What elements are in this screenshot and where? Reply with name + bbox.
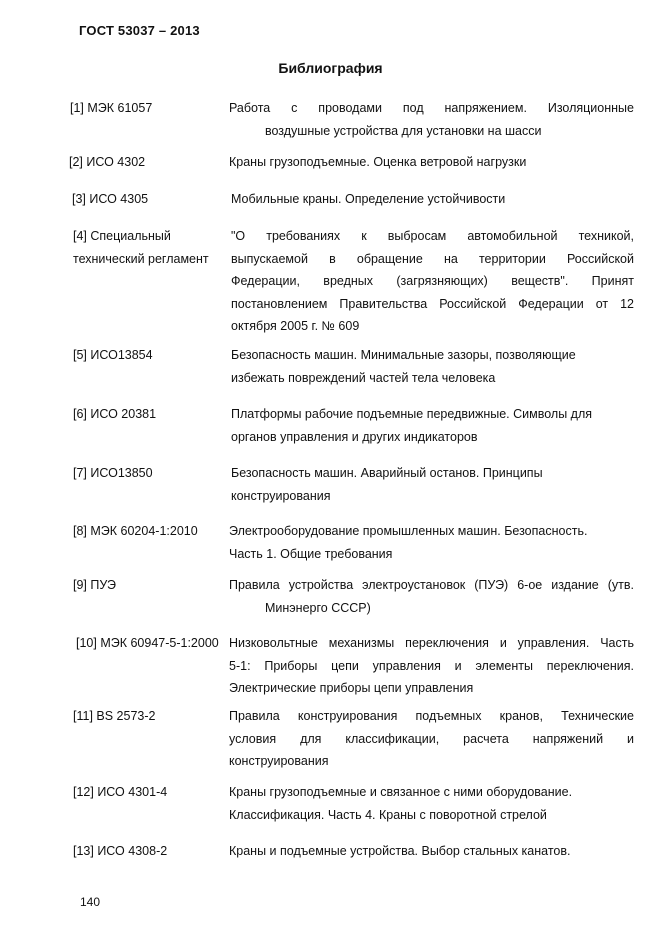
entry-title-line: Платформы рабочие подъемные передвижные. Символы для bbox=[231, 407, 593, 421]
entry-reference bbox=[69, 151, 145, 174]
entry-title-line: выпускаемой в обращение на территории Российской bbox=[231, 251, 634, 266]
entry-reference-line: [4] Специальный bbox=[73, 229, 171, 243]
entry-title bbox=[229, 520, 634, 565]
entry-reference bbox=[73, 781, 167, 804]
entry-reference bbox=[73, 403, 156, 426]
entry-title bbox=[229, 705, 634, 773]
entry-reference bbox=[73, 225, 209, 270]
entry-title bbox=[231, 403, 636, 448]
entry-reference bbox=[76, 632, 219, 655]
entry-title-line: Работа с проводами под напряжением. Изоляционные bbox=[229, 101, 634, 115]
entry-title-line: Краны грузоподъемные. Оценка ветровой нагрузки bbox=[229, 155, 527, 169]
entry-title-line: Краны грузоподъемные и связанное с ними оборудование. bbox=[229, 785, 573, 799]
entry-title-line: "О требованиях к выбросам автомобильной техникой, bbox=[231, 229, 634, 243]
entry-title-line: избежать повреждений частей тела человека bbox=[231, 370, 496, 385]
entry-title-line: условия для классификации, расчета напряжений и bbox=[229, 731, 634, 746]
document-header: ГОСТ 53037 – 2013 bbox=[79, 23, 200, 38]
entry-title-line: Краны и подъемные устройства. Выбор стальных канатов. bbox=[229, 844, 571, 858]
entry-title bbox=[229, 632, 634, 700]
entry-reference bbox=[73, 344, 153, 367]
entry-reference-line: [8] МЭК 60204-1:2010 bbox=[73, 524, 198, 538]
entry-title bbox=[231, 188, 636, 211]
entry-title-line: воздушные устройства для установки на шасси bbox=[265, 123, 542, 138]
entry-title bbox=[231, 344, 636, 389]
entry-reference-line: [9] ПУЭ bbox=[73, 578, 117, 592]
entry-title-line: конструирования bbox=[229, 754, 329, 768]
entry-reference-line: [11] BS 2573-2 bbox=[73, 709, 156, 723]
entry-reference bbox=[73, 520, 198, 543]
entry-reference-line: [7] ИСО13850 bbox=[73, 466, 153, 480]
entry-title-line: Классификация. Часть 4. Краны с поворотной стрелой bbox=[229, 807, 547, 822]
entry-title-line: конструирования bbox=[231, 488, 331, 503]
page-number: 140 bbox=[80, 895, 101, 909]
entry-reference bbox=[72, 188, 148, 211]
entry-reference bbox=[73, 705, 155, 728]
entry-title bbox=[231, 462, 636, 507]
entry-title-line: Федерации, вредных (загрязняющих) веществ". Принят bbox=[231, 274, 634, 288]
entry-reference-line: [1] МЭК 61057 bbox=[70, 101, 153, 115]
entry-title bbox=[229, 151, 634, 174]
entry-title bbox=[229, 840, 634, 863]
entry-title-line: постановлением Правительства Российской Федерации от 12 bbox=[231, 296, 634, 311]
entry-title bbox=[231, 225, 634, 338]
entry-reference-line: [3] ИСО 4305 bbox=[72, 192, 149, 206]
entry-title bbox=[229, 781, 634, 826]
entry-reference-line: [5] ИСО13854 bbox=[73, 348, 153, 362]
entry-title-line: Низковольтные механизмы переключения и управления. Часть bbox=[229, 636, 634, 650]
entry-reference-line: [10] МЭК 60947-5-1:2000 bbox=[76, 636, 219, 650]
entry-title-line: Мобильные краны. Определение устойчивости bbox=[231, 192, 506, 206]
entry-title-line: Безопасность машин. Минимальные зазоры, позволяющие bbox=[231, 348, 576, 362]
entry-title bbox=[229, 574, 634, 619]
entry-reference bbox=[73, 574, 116, 597]
entry-reference bbox=[70, 97, 152, 120]
entry-title-line: октября 2005 г. № 609 bbox=[231, 319, 360, 333]
entry-reference-line: [6] ИСО 20381 bbox=[73, 407, 157, 421]
entry-reference bbox=[73, 840, 167, 863]
entry-reference bbox=[73, 462, 153, 485]
entry-title-line: Правила устройства электроустановок (ПУЭ) 6-ое издание (утв. bbox=[229, 578, 634, 592]
entry-reference-line: [13] ИСО 4308-2 bbox=[73, 844, 168, 858]
entry-title-line: Правила конструирования подъемных кранов, Технические bbox=[229, 709, 634, 723]
entry-title-line: органов управления и других индикаторов bbox=[231, 429, 478, 444]
entry-title-line: Часть 1. Общие требования bbox=[229, 546, 393, 561]
entry-title-line: Безопасность машин. Аварийный останов. Принципы bbox=[231, 466, 543, 480]
entry-reference-line: технический регламент bbox=[73, 251, 209, 266]
entry-title-line: Электрические приборы цепи управления bbox=[229, 681, 474, 695]
entry-title bbox=[229, 97, 634, 142]
entry-reference-line: [2] ИСО 4302 bbox=[69, 155, 146, 169]
entry-title-line: 5-1: Приборы цепи управления и элементы переключения. bbox=[229, 658, 634, 673]
entry-title-line: Минэнерго СССР) bbox=[265, 600, 371, 615]
entry-reference-line: [12] ИСО 4301-4 bbox=[73, 785, 168, 799]
page-title: Библиография bbox=[278, 60, 383, 76]
entry-title-line: Электрооборудование промышленных машин. Безопасность. bbox=[229, 524, 588, 538]
